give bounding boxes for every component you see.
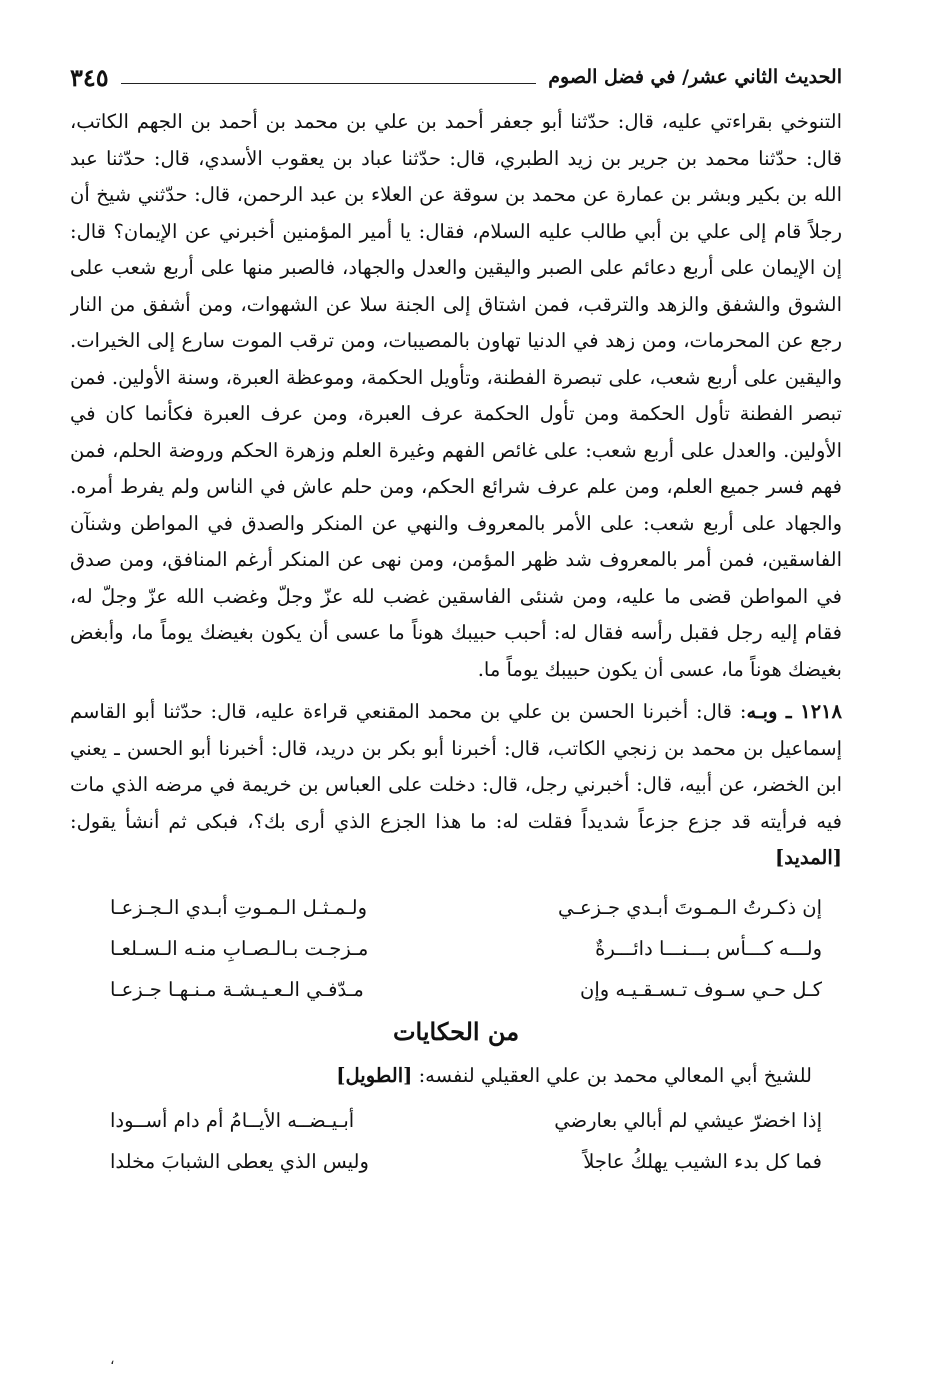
poem-verse	[110, 969, 822, 1010]
hadith-text: : قال: أخبرنا الحسن بن علي بن محمد المقنعي قراءة عليه، قال: حدّثنا أبو القاسم إسماعيل بن محمد بن زنجي الكاتب، قال: أخبرنا أبو بكر بن دريد، قال: أخبرنا أبو الحسن ـ يعني ابن الخضر، عن أبيه، قال: أخبرني رجل، قال: دخلت على العباس بن خريمة في مرضه الذي مات فيه فرأيته قد جزع جزعاً شديداً فقلت له: ما هذا الجزع الذي أرى بك؟، فبكى ثم أنشأ يقول:	[70, 700, 842, 833]
poem-tawil	[70, 1100, 842, 1182]
hadith-number: ١٢١٨ ـ وبـه	[746, 700, 842, 723]
second-hemistich: ولـمـثـل الـمـوتِ أبـدي الـجـزعـا	[110, 895, 367, 919]
poem-verse	[110, 1100, 822, 1141]
poetic-meter-label: [المديد]	[775, 846, 842, 869]
first-hemistich: إذا اخضرّ عيشي لم أبالي بعارضي	[554, 1109, 822, 1132]
first-hemistich: فما كل بدء الشيب يهلكُ عاجلاً	[583, 1150, 822, 1173]
first-hemistich: إن ذكـرتُ الـمـوتَ أبـدي جـزعـي	[557, 895, 822, 919]
second-hemistich: أبـيـضــه الأيــامُ أم دام أســودا	[110, 1109, 355, 1132]
header-rule	[121, 83, 537, 84]
page-mark: ،	[110, 1352, 115, 1368]
poem-intro	[70, 1058, 842, 1095]
poem-madid	[70, 887, 842, 1010]
poetic-meter-label: [الطويل]	[336, 1063, 413, 1087]
first-hemistich: كـل حـي سـوف تـسـقـيـه وإن	[580, 977, 822, 1001]
poem-verse	[110, 887, 822, 928]
running-head	[70, 58, 842, 96]
book-page	[70, 58, 842, 1368]
narration-paragraph: التنوخي بقراءتي عليه، قال: حدّثنا أبو جعفر أحمد بن علي بن محمد بن أحمد بن الجهم الكاتب، قال: حدّثنا محمد بن جرير بن زيد الطبري، قال: حدّثنا عباد بن يعقوب الأسدي، قال: حدّثنا عبد الله بن بكير وبشر بن عمارة عن محمد بن سوقة عن العلاء بن عبد الرحمن، قال: حدّثني شيخ أن رجلاً قام إلى علي بن أبي طالب عليه السلام، فقال: يا أمير المؤمنين أخبرني عن الإيمان؟ قال: إن الإيمان على أربع دعائم على الصبر واليقين والعدل والجهاد، فالصبر منها على أربع شعب على الشوق والشفق والزهد والترقب، فمن اشتاق إلى الجنة سلا عن الشهوات، ومن أشفق من النار رجع عن المحرمات، ومن زهد في الدنيا تهاون بالمصيبات، ومن ترقب الموت سارع إلى الخيرات. واليقين على أربع شعب، على تبصرة الفطنة، وتأويل الحكمة، وموعظة العبرة، وسنة الأولين. فمن تبصر الفطنة تأول الحكمة ومن تأول الحكمة عرف العبرة، ومن عرف العبرة فكأنما كان في الأولين. والعدل على أربع شعب: على غائص الفهم وغيرة العلم وزهرة الحكم وروضة الحلم، فمن فهم فسر جميع العلم، ومن علم عرف شرائع الحكم، ومن حلم عاش في الناس ولم يفرط أمره. والجهاد على أربع شعب: على الأمر بالمعروف والنهي عن المنكر والصدق في المواطن وشنآن الفاسقين، فمن أمر بالمعروف شد ظهر المؤمن، ومن نهى عن المنكر أرغم المنافق، ومن صدق في المواطن قضى ما عليه، ومن شنئى الفاسقين غضب لله عزّ وجلّ وغضب الله عزّ وجلّ له، فقام إليه رجل فقبل رأسه فقال له: أحبب حبيبك هوناً ما عسى أن يكون بغيضك يوماً ما، وأبغض بغيضك هوناً ما، عسى أن يكون حبيبك يوماً ما.	[70, 110, 842, 681]
section-heading: من الحكايات	[392, 1016, 520, 1046]
poem-intro-text: للشيخ أبي المعالي محمد بن علي العقيلي لنفسه:	[412, 1063, 812, 1087]
second-hemistich: وليس الذي يعطى الشبابَ مخلدا	[110, 1150, 369, 1173]
page-number: ٣٤٥	[70, 62, 109, 92]
chapter-title: الحديث الثاني عشر/ في فضل الصوم	[548, 66, 842, 88]
second-hemistich: مـزجـت بـالـصـابِ منـه الـسـلعـا	[110, 936, 369, 960]
second-hemistich: مـدّفـي الـعـيـشـة مـنـهـا جـزعـا	[110, 977, 364, 1001]
poem-verse	[110, 928, 822, 969]
poem-verse	[110, 1141, 822, 1182]
first-hemistich: ولـــه كـــأس بـــنـــا دائـــرةٌ	[595, 936, 822, 960]
hadith-paragraph	[70, 694, 842, 877]
